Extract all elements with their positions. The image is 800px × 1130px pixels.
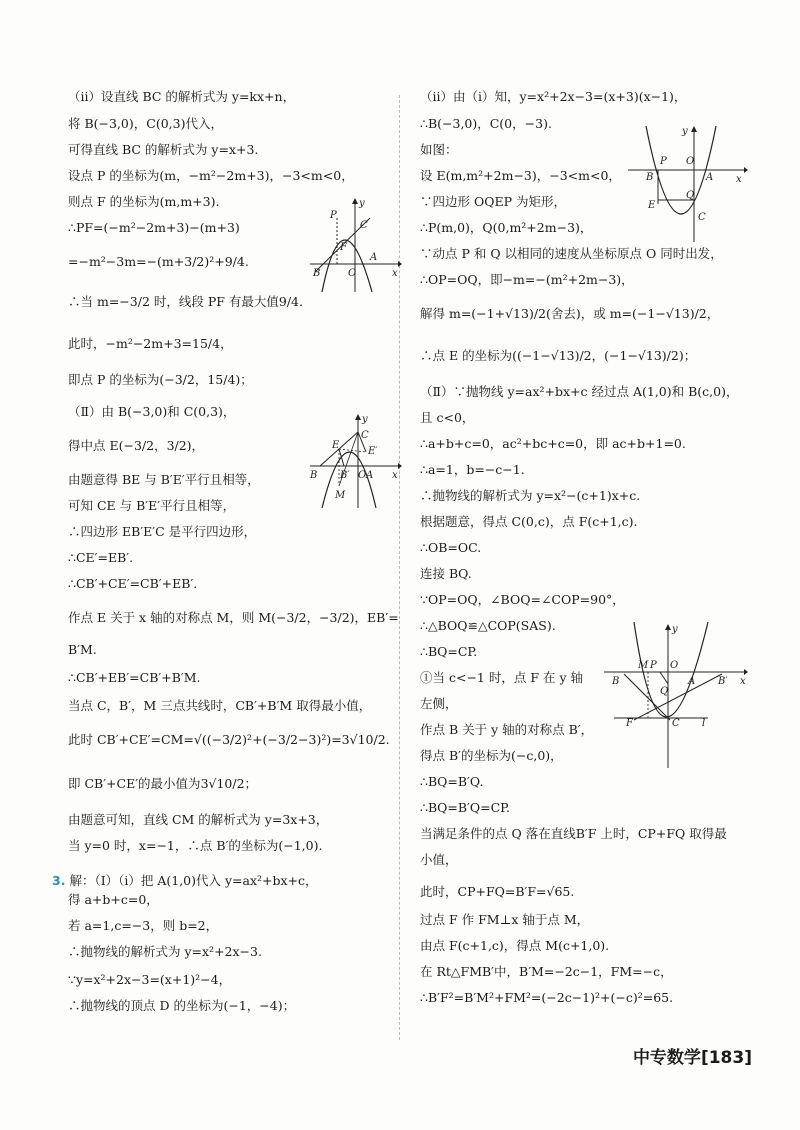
right-line: 当满足条件的点 Q 落在直线B′F 上时，CP+FQ 取得最 [420,826,727,841]
left-line: 即 CB′+CE′的最小值为3√10/2； [68,776,258,791]
question-3-text: 解：（Ⅰ）（ⅰ）把 A(1,0)代入 y=ax²+bx+c， [69,873,318,888]
right-line: ∴抛物线的解析式为 y=x²−(c+1)x+c. [420,488,641,503]
fig4-label-m: M [638,660,649,671]
left-line: 得中点 E(−3/2，3/2)， [68,438,205,453]
fig4-label-a: A [688,676,696,687]
question-3-line [52,873,318,889]
left-line: ∵y=x²+2x−3=(x+1)²−4， [68,972,232,987]
fig4-label-y: y [672,624,678,635]
fig3-label-e: E [648,200,656,211]
fig4-label-o: O [670,660,679,671]
right-line: ∴a+b+c=0，ac²+bc+c=0，即 ac+b+1=0. [420,436,686,451]
right-line: 连接 BQ. [420,566,472,581]
left-line: =−m²−3m=−(m+3/2)²+9/4. [68,254,249,269]
fig3-label-o: O [686,156,695,167]
fig4-label-f: F [626,718,633,729]
right-line: 如图： [420,142,458,157]
fig3-label-y: y [682,126,688,137]
left-line: 当 y=0 时，x=−1，∴点 B′的坐标为(−1,0). [68,838,323,853]
fig3-label-p: P [660,156,667,167]
right-line: 在 Rt△FMB′中，B′M=−2c−1，FM=−c， [420,964,673,979]
right-line: 左侧， [420,696,458,711]
right-line: ∴OB=OC. [420,540,482,555]
right-line: ∴B(−3,0)，C(0，−3). [420,116,552,131]
right-line: ∵OP=OQ，∠BOQ=∠COP=90°， [420,592,625,607]
fig3-label-q: Q [686,190,695,201]
right-line: ∴P(m,0)，Q(0,m²+2m−3)， [420,220,593,235]
fig1-label-o: O [348,268,357,279]
figure-parabola-pf [310,198,402,294]
fig1-label-x: x [392,268,398,279]
fig3-label-c: C [698,212,706,223]
footer-subject: 中专数学 [632,1048,701,1068]
fig2-label-e-prime: E′ [368,446,378,457]
left-line: 若 a=1,c=−3，则 b=2， [68,918,219,933]
figure-reflection-bf [604,622,752,770]
fig4-label-b-prime: B′ [718,676,728,687]
fig2-label-x: x [392,470,398,481]
left-line: 作点 E 关于 x 轴的对称点 M，则 M(−3/2，−3/2)，EB′= [68,610,399,625]
figure-parallelogram [310,414,402,510]
fig4-label-x: x [740,676,746,687]
left-line: 则点 F 的坐标为(m,m+3). [68,194,220,209]
right-line: 由点 F(c+1,c)，得点 M(c+1,0). [420,938,610,953]
fig2-label-m: M [335,490,346,501]
left-line: B′M. [68,642,97,657]
fig4-label-l: l [702,718,706,729]
left-line: （ⅱ）设直线 BC 的解析式为 y=kx+n， [68,89,296,104]
fig1-label-f: F [340,242,347,253]
right-line: ∴a=1，b=−c−1. [420,462,525,477]
left-line: 可知 CE 与 B′E′平行且相等， [68,498,236,513]
left-line: ∴四边形 EB′E′C 是平行四边形， [68,524,257,539]
question-number: 3. [52,873,66,888]
fig3-label-x: x [736,174,742,185]
right-line: ∴OP=OQ，即−m=−(m²+2m−3)， [420,272,634,287]
fig2-label-b-prime: B′ [340,470,350,481]
left-line: 此时 CB′+CE′=CM=√((−3/2)²+(−3/2−3)²)=3√10/2. [68,732,390,747]
right-line: ∴BQ=B′Q=CP. [420,800,511,815]
left-line: 由题意可知，直线 CM 的解析式为 y=3x+3， [68,812,329,827]
fig2-label-y: y [362,414,368,425]
left-line: ∴抛物线的顶点 D 的坐标为(−1，−4)； [68,998,296,1013]
left-line: ∴CE′=EB′. [68,550,134,565]
left-line: 将 B(−3,0)，C(0,3)代入， [68,116,223,131]
fig1-label-y: y [359,198,365,209]
fig4-label-q: Q [660,686,669,697]
fig3-label-b: B [646,172,654,183]
fig1-label-a: A [370,252,378,263]
fig2-label-c: C [361,430,369,441]
fig1-label-c: C [360,220,368,231]
fig1-label-p: P [330,210,337,221]
left-line: 可得直线 BC 的解析式为 y=x+3. [68,142,259,157]
right-line: ①当 c<−1 时，点 F 在 y 轴 [420,670,583,685]
fig2-label-a: A [366,470,374,481]
left-line: （Ⅱ）由 B(−3,0)和 C(0,3)， [68,404,236,419]
left-line: 得 a+b+c=0， [68,892,159,907]
right-line: 过点 F 作 FM⊥x 轴于点 M， [420,912,590,927]
page-footer: 中专数学[183] [632,1048,752,1068]
left-line: ∴CB′+CE′=CB′+EB′. [68,576,198,591]
right-line: ∴BQ=B′Q. [420,774,484,789]
right-line: （ⅱ）由（ⅰ）知，y=x²+2x−3=(x+3)(x−1)， [420,89,687,104]
right-line: （Ⅱ）∵抛物线 y=ax²+bx+c 经过点 A(1,0)和 B(c,0)， [420,384,739,399]
right-line: 此时，CP+FQ=B′F=√65. [420,884,575,899]
fig4-label-b: B [612,676,620,687]
right-line: 设 E(m,m²+2m−3)，−3<m<0， [420,168,621,183]
figure-rectangle-oqep [624,126,752,244]
right-line: 解得 m=(−1+√13)/2(舍去)，或 m=(−1−√13)/2， [420,306,720,321]
page-number: 183 [708,1048,745,1068]
left-line: 设点 P 的坐标为(m，−m²−2m+3)，−3<m<0， [68,168,354,183]
right-line: 且 c<0， [420,410,475,425]
right-line: 根据题意，得点 C(0,c)，点 F(c+1,c). [420,514,638,529]
fig3-label-a: A [706,172,714,183]
fig2-label-b: B [310,470,318,481]
right-line: ∵四边形 OQEP 为矩形， [420,194,566,209]
left-line: ∴抛物线的解析式为 y=x²+2x−3. [68,944,262,959]
left-line: 由题意得 BE 与 B′E′平行且相等， [68,472,260,487]
fig2-label-e: E [332,440,340,451]
fig4-label-c: C [672,718,680,729]
fig4-label-p: P [650,660,657,671]
left-line: ∴CB′+EB′=CB′+B′M. [68,670,201,685]
right-line: ∴△BOQ≌△COP(SAS). [420,618,556,633]
right-line: 得点 B′的坐标为(−c,0)， [420,748,563,763]
right-line: 小值， [420,852,458,867]
right-line: ∴B′F²=B′M²+FM²=(−2c−1)²+(−c)²=65. [420,990,674,1005]
right-line: ∴BQ=CP. [420,644,478,659]
left-line: ∴PF=(−m²−2m+3)−(m+3) [68,220,240,235]
left-line: ∴当 m=−3/2 时，线段 PF 有最大值9/4. [68,294,303,309]
right-line: ∵动点 P 和 Q 以相同的速度从坐标原点 O 同时出发， [420,246,723,261]
fig1-label-b: B [313,268,321,279]
right-line: 作点 B 关于 y 轴的对称点 B′， [420,722,594,737]
left-line: 即点 P 的坐标为(−3/2，15/4)； [68,372,253,387]
fig2-label-o: O [358,470,367,481]
left-line: 当点 C，B′，M 三点共线时，CB′+B′M 取得最小值， [68,698,372,713]
left-line: 此时，−m²−2m+3=15/4， [68,336,233,351]
right-line: ∴点 E 的坐标为((−1−√13)/2，(−1−√13)/2)； [420,348,697,363]
